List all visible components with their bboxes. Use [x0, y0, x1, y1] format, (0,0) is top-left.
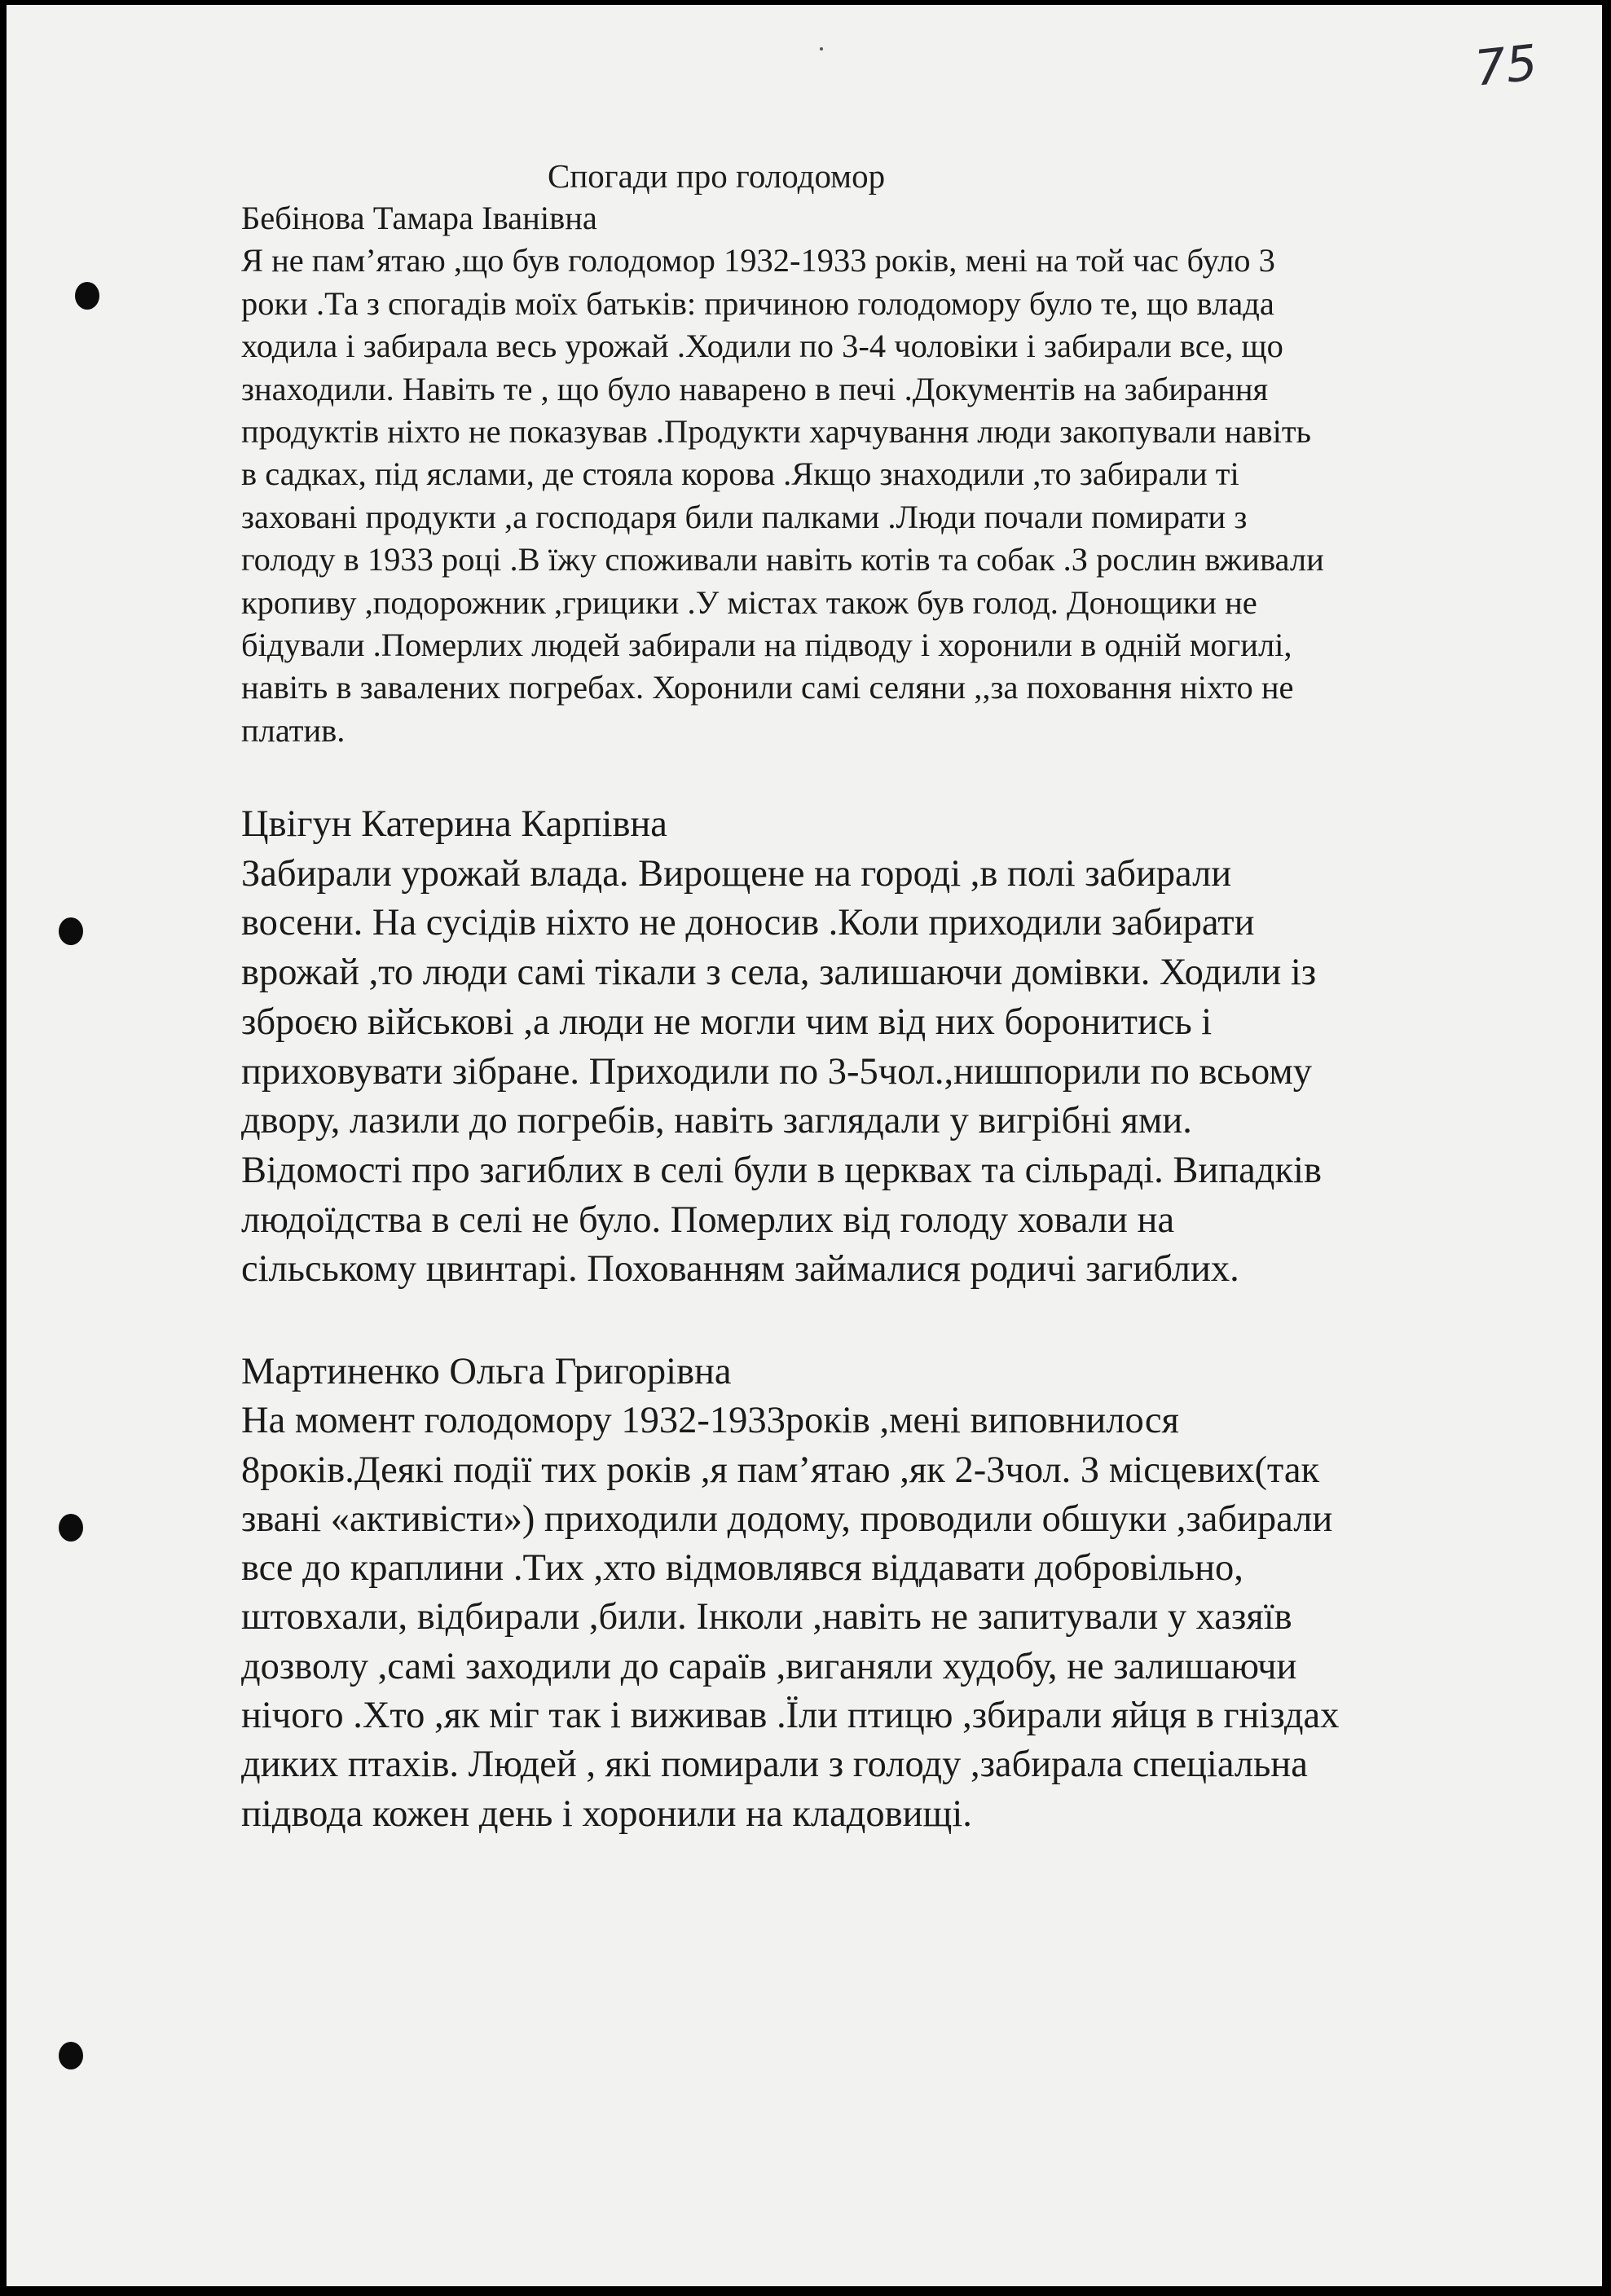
testimony-line: звані «активісти») приходили додому, проводили обшуки ,забирали [241, 1498, 1333, 1540]
testimony-line: диких птахів. Людей , які помирали з голоду ,забирала спеціальна [241, 1744, 1308, 1786]
testimony-line: навіть в завалених погребах. Хоронили самі селяни ,,за поховання ніхто не [241, 669, 1294, 706]
testimony-line: все до краплини .Тих ,хто відмовлявся віддавати добровільно, [241, 1547, 1243, 1590]
testimony-section [241, 800, 1322, 1295]
testimony-line: 8років.Деякі події тих років ,я пам’ятаю ,як 2-3чол. З місцевих(так [241, 1449, 1320, 1491]
testimony-line: бідували .Померлих людей забирали на підводу і хоронили в одній могилі, [241, 627, 1292, 664]
testimony-line: нічого .Хто ,як міг так і виживав .Їли птицю ,збирали яйця в гніздах [241, 1695, 1340, 1737]
punch-hole [59, 2042, 83, 2069]
witness-name: Цвігун Катерина Карпівна [241, 803, 667, 845]
testimony-line: приховувати зібране. Приходили по 3-5чол.,нишпорили по всьому [241, 1050, 1313, 1093]
testimony-section [241, 197, 1324, 752]
punch-hole [59, 917, 83, 945]
testimony-line: дозволу ,самі заходили до сараїв ,виганяли худобу, не залишаючи [241, 1645, 1297, 1687]
testimony-line: продуктів ніхто не показував .Продукти харчування люди закопували навіть [241, 413, 1311, 451]
testimony-line: Забирали урожай влада. Вирощене на городі ,в полі забирали [241, 852, 1232, 895]
handwritten-page-number: 75 [1472, 34, 1540, 98]
testimony-line: зброєю військові ,а люди не могли чим від них боронитись і [241, 1001, 1213, 1043]
punch-hole [59, 1514, 83, 1542]
testimony-line: Я не пам’ятаю ,що був голодомор 1932-1933 років, мені на той час було 3 [241, 242, 1275, 279]
testimony-line: в садках, під яслами, де стояла корова .Якщо знаходили ,то забирали ті [241, 455, 1239, 493]
testimony-line: двору, лазили до погребів, навіть заглядали у вигрібні ями. [241, 1100, 1192, 1142]
testimony-line: заховані продукти ,а господаря били палками .Люди почали помирати з [241, 498, 1248, 535]
paper-speck [820, 47, 823, 51]
testimony-line: ходила і забирала весь урожай .Ходили по 3-4 чоловіки і забирали все, що [241, 328, 1283, 365]
testimony-line: Відомості про загиблих в селі були в церквах та сільраді. Випадків [241, 1149, 1322, 1191]
witness-name: Бебінова Тамара Іванівна [241, 200, 597, 236]
testimony-line: знаходили. Навіть те , що було наварено в печі .Документів на забирання [241, 370, 1269, 407]
testimony-line: підвода кожен день і хоронили на кладовищі. [241, 1792, 972, 1835]
testimony-line: людоїдства в селі не було. Померлих від голоду ховали на [241, 1199, 1175, 1241]
testimony-line: роки .Та з спогадів моїх батьків: причиною голодомору було те, що влада [241, 284, 1274, 322]
testimony-line: кропиву ,подорожник ,грицики .У містах також був голод. Донощики не [241, 583, 1257, 621]
document-page [7, 5, 1602, 2286]
testimony-line: восени. На сусідів ніхто не доносив .Коли приходили забирати [241, 902, 1255, 944]
testimony-section [241, 1348, 1339, 1839]
testimony-line: платив. [241, 711, 346, 749]
testimony-line: сільському цвинтарі. Похованням займалися родичі загиблих. [241, 1248, 1239, 1291]
testimony-line: врожай ,то люди самі тікали з села, залишаючи домівки. Ходили із [241, 952, 1317, 994]
testimony-line: На момент голодомору 1932-1933років ,мені виповнилося [241, 1400, 1179, 1442]
testimony-line: голоду в 1933 році .В їжу споживали навіть котів та собак .З рослин вживали [241, 541, 1324, 578]
page-title: Спогади про голодомор [548, 157, 886, 195]
punch-hole [75, 282, 99, 310]
witness-name: Мартиненко Ольга Григорівна [241, 1351, 732, 1392]
testimony-line: штовхали, відбирали ,били. Інколи ,навіть не запитували у хазяїв [241, 1596, 1292, 1638]
